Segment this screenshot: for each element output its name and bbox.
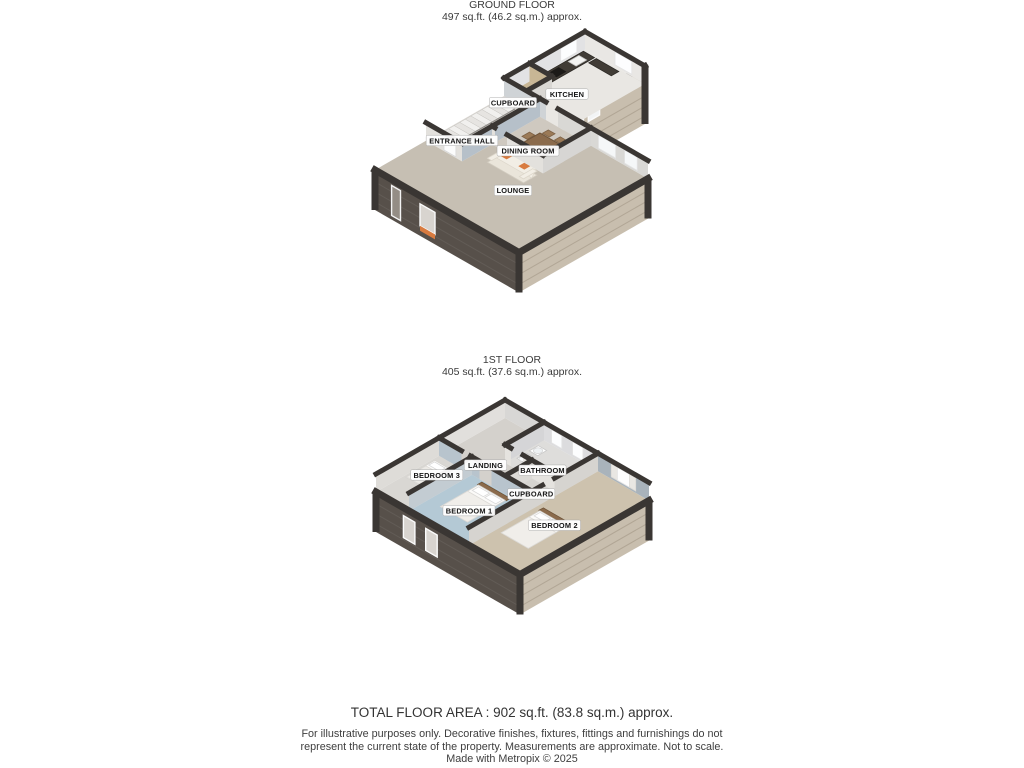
metropix-credit: Made with Metropix © 2025 bbox=[446, 753, 578, 766]
room-label-hall: ENTRANCE HALL bbox=[429, 136, 495, 146]
room-label-cupboard: CUPBOARD bbox=[490, 98, 536, 108]
ground-floor-plan bbox=[375, 32, 648, 293]
ground-floor-title: GROUND FLOOR bbox=[469, 0, 555, 11]
first-floor-area: 405 sq.ft. (37.6 sq.m.) approx. bbox=[441, 366, 583, 378]
ground-floor-area: 497 sq.ft. (46.2 sq.m.) approx. bbox=[441, 11, 583, 23]
disclaimer-line-2: represent the current state of the property. Measurements are approximate. Not to scale. bbox=[300, 740, 724, 753]
room-label-cupboard: CUPBOARD bbox=[509, 489, 554, 499]
room-label-lounge: LOUNGE bbox=[496, 186, 530, 196]
disclaimer-line-1: For illustrative purposes only. Decorative finishes, fixtures, fittings and furnishings do not bbox=[301, 728, 723, 740]
disclaimer-block bbox=[0, 728, 1024, 766]
room-label-landing: LANDING bbox=[467, 460, 504, 470]
room-label-bedroom1: BEDROOM 1 bbox=[445, 506, 493, 516]
first-floor-title: 1ST FLOOR bbox=[482, 354, 542, 366]
room-label-bedroom3: BEDROOM 3 bbox=[413, 470, 461, 480]
room-label-bathroom: BATHROOM bbox=[520, 466, 565, 476]
first-floor-plan bbox=[376, 400, 649, 615]
room-label-dining: DINING ROOM bbox=[501, 146, 555, 156]
total-floor-area: TOTAL FLOOR AREA : 902 sq.ft. (83.8 sq.m.) approx. bbox=[350, 705, 674, 720]
room-label-kitchen: KITCHEN bbox=[549, 89, 585, 99]
room-label-bedroom2: BEDROOM 2 bbox=[531, 521, 578, 531]
